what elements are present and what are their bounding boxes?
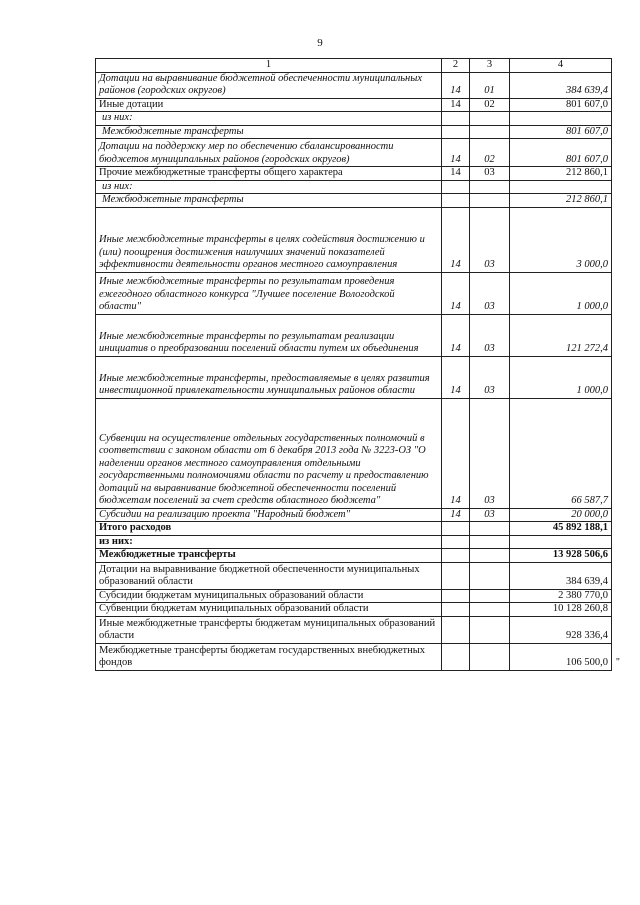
row-name-cell	[96, 194, 442, 208]
row-name-cell-text: Межбюджетные трансферты бюджетам государственных внебюджетных фондов	[99, 644, 426, 668]
row-code-cell	[442, 522, 470, 536]
row-code-cell-text: 14	[450, 153, 461, 165]
row-amount-cell-text: 45 892 188,1	[552, 522, 608, 533]
row-amount-cell	[510, 562, 612, 589]
row-amount-cell-text: 801 607,0	[566, 153, 608, 165]
row-subcode-cell	[470, 535, 510, 549]
row-amount-cell-text: 13 928 506,6	[552, 549, 608, 560]
row-name-cell-text: Итого расходов	[99, 522, 172, 533]
row-amount-cell	[510, 112, 612, 126]
row-code-cell	[442, 98, 470, 112]
row-name-cell-text: из них:	[102, 112, 133, 123]
row-name-cell	[96, 603, 442, 617]
row-name-cell-text: Субвенции бюджетам муниципальных образований области	[99, 603, 369, 614]
table-row	[96, 207, 612, 272]
row-code-cell-text: 14	[450, 98, 461, 110]
row-name-cell-text: из них:	[102, 180, 133, 192]
table-row	[96, 98, 612, 112]
row-subcode-cell-text: 03	[484, 495, 495, 506]
table-row	[96, 535, 612, 549]
row-code-cell	[442, 603, 470, 617]
table-row	[96, 314, 612, 356]
row-code-cell-text: 14	[450, 85, 461, 96]
row-name-cell-text: Межбюджетные трансферты	[102, 125, 244, 137]
row-amount-cell	[510, 272, 612, 314]
table-row	[96, 616, 612, 643]
row-code-cell	[442, 535, 470, 549]
table-row	[96, 125, 612, 139]
closing-quote-mark: "	[615, 657, 620, 668]
row-name-cell	[96, 643, 442, 670]
row-code-cell-text: 14	[450, 495, 461, 506]
row-name-cell	[96, 616, 442, 643]
row-subcode-cell	[470, 207, 510, 272]
row-subcode-cell	[470, 72, 510, 98]
row-name-cell	[96, 272, 442, 314]
row-code-cell	[442, 112, 470, 126]
row-amount-cell	[510, 589, 612, 603]
row-subcode-cell-text: 03	[484, 167, 495, 178]
row-subcode-cell	[470, 562, 510, 589]
row-subcode-cell-text: 02	[484, 98, 495, 110]
row-subcode-cell	[470, 167, 510, 181]
row-code-cell	[442, 643, 470, 670]
row-name-cell	[96, 562, 442, 589]
row-amount-cell-text: 10 128 260,8	[552, 603, 608, 614]
row-name-cell-text: Субсидии бюджетам муниципальных образований области	[99, 589, 364, 601]
row-subcode-cell-text: 03	[484, 385, 495, 396]
row-subcode-cell-text: 03	[484, 259, 495, 270]
row-subcode-cell	[470, 98, 510, 112]
row-name-cell-text: Дотации на выравнивание бюджетной обеспеченности муниципальных районов (городских округов)	[99, 72, 423, 96]
row-name-cell-text: Межбюджетные трансферты	[102, 194, 244, 205]
row-amount-cell-text: 106 500,0	[566, 657, 608, 668]
table-row	[96, 522, 612, 536]
row-subcode-cell	[470, 314, 510, 356]
row-amount-cell	[510, 180, 612, 194]
row-amount-cell-text: 121 272,4	[566, 343, 608, 354]
row-name-cell	[96, 356, 442, 398]
row-amount-cell	[510, 508, 612, 522]
row-amount-cell-text: 212 860,1	[566, 167, 608, 178]
row-code-cell	[442, 508, 470, 522]
row-code-cell-text: 14	[450, 167, 461, 178]
row-name-cell-text: Иные межбюджетные трансферты, предоставляемые в целях развития инвестиционной привлекательности муниципальных районов области	[99, 372, 430, 396]
table-row	[96, 603, 612, 617]
table-row	[96, 72, 612, 98]
row-name-cell	[96, 314, 442, 356]
row-code-cell	[442, 180, 470, 194]
row-code-cell	[442, 589, 470, 603]
row-amount-cell	[510, 398, 612, 508]
row-subcode-cell	[470, 194, 510, 208]
row-name-cell-text: Прочие межбюджетные трансферты общего характера	[99, 167, 343, 178]
table-row	[96, 194, 612, 208]
row-name-cell	[96, 139, 442, 167]
row-code-cell	[442, 616, 470, 643]
row-amount-cell	[510, 72, 612, 98]
row-code-cell-text: 14	[450, 259, 461, 270]
table-row	[96, 549, 612, 563]
row-name-cell-text: Иные межбюджетные трансферты по результатам проведения ежегодного областного конкурса "Лучшее поселение Вологодской области"	[99, 276, 395, 312]
row-amount-cell	[510, 549, 612, 563]
row-code-cell	[442, 207, 470, 272]
row-amount-cell-text: 66 587,7	[571, 495, 608, 506]
row-subcode-cell-text: 03	[484, 508, 495, 520]
table-row	[96, 508, 612, 522]
row-name-cell	[96, 207, 442, 272]
row-amount-cell	[510, 207, 612, 272]
row-subcode-cell-text: 03	[484, 301, 495, 312]
row-name-cell-text: Иные дотации	[99, 98, 164, 110]
row-amount-cell	[510, 522, 612, 536]
table-row	[96, 167, 612, 181]
row-amount-cell-text: 1 000,0	[576, 301, 608, 312]
row-amount-cell-text: 3 000,0	[576, 259, 608, 270]
row-name-cell	[96, 549, 442, 563]
header-col-3: 3	[470, 59, 510, 73]
row-subcode-cell-text: 03	[484, 343, 495, 354]
table-row	[96, 112, 612, 126]
row-amount-cell	[510, 167, 612, 181]
table-row	[96, 356, 612, 398]
row-name-cell-text: Субсидии на реализацию проекта "Народный бюджет"	[99, 508, 350, 520]
table-row	[96, 562, 612, 589]
row-code-cell	[442, 398, 470, 508]
row-name-cell	[96, 589, 442, 603]
row-name-cell	[96, 522, 442, 536]
table-row	[96, 180, 612, 194]
row-amount-cell	[510, 535, 612, 549]
row-subcode-cell	[470, 112, 510, 126]
row-amount-cell-text: 928 336,4	[566, 630, 608, 641]
row-name-cell	[96, 72, 442, 98]
row-name-cell-text: Иные межбюджетные трансферты бюджетам муниципальных образований области	[99, 617, 436, 641]
row-name-cell	[96, 98, 442, 112]
row-amount-cell	[510, 314, 612, 356]
row-subcode-cell	[470, 589, 510, 603]
row-subcode-cell	[470, 616, 510, 643]
row-subcode-cell	[470, 125, 510, 139]
row-amount-cell	[510, 98, 612, 112]
row-amount-cell-text: 384 639,4	[566, 576, 608, 587]
row-amount-cell-text: 1 000,0	[576, 385, 608, 396]
row-subcode-cell	[470, 603, 510, 617]
row-name-cell	[96, 535, 442, 549]
row-subcode-cell	[470, 398, 510, 508]
row-amount-cell	[510, 616, 612, 643]
row-subcode-cell-text: 02	[484, 153, 495, 165]
row-name-cell	[96, 167, 442, 181]
row-amount-cell-text: 2 380 770,0	[558, 589, 608, 601]
row-name-cell-text: Межбюджетные трансферты	[99, 549, 236, 560]
header-col-4: 4	[510, 59, 612, 73]
row-name-cell	[96, 112, 442, 126]
row-name-cell	[96, 508, 442, 522]
row-amount-cell-text: 801 607,0	[566, 125, 608, 137]
row-code-cell-text: 14	[450, 508, 461, 520]
row-subcode-cell	[470, 549, 510, 563]
row-amount-cell	[510, 139, 612, 167]
row-code-cell	[442, 72, 470, 98]
row-name-cell	[96, 180, 442, 194]
row-name-cell-text: Иные межбюджетные трансферты по результатам реализации инициатив о преобразовании поселений области путем их объединения	[99, 330, 419, 354]
row-subcode-cell	[470, 356, 510, 398]
row-code-cell-text: 14	[450, 301, 461, 312]
table-row	[96, 272, 612, 314]
row-name-cell	[96, 125, 442, 139]
row-subcode-cell	[470, 508, 510, 522]
header-col-2: 2	[442, 59, 470, 73]
row-amount-cell	[510, 194, 612, 208]
row-subcode-cell	[470, 180, 510, 194]
row-amount-cell	[510, 643, 620, 670]
row-name-cell-text: Дотации на выравнивание бюджетной обеспеченности муниципальных образований области	[99, 563, 420, 587]
table-row	[96, 398, 612, 508]
row-amount-cell	[510, 125, 612, 139]
row-code-cell	[442, 139, 470, 167]
row-amount-cell-text: 20 000,0	[571, 508, 608, 520]
header-col-1: 1	[96, 59, 442, 73]
row-name-cell-text: Дотации на поддержку мер по обеспечению сбалансированности бюджетов муниципальных районов (городских округов)	[99, 141, 394, 165]
row-subcode-cell	[470, 643, 510, 670]
row-code-cell	[442, 272, 470, 314]
row-code-cell	[442, 356, 470, 398]
row-amount-cell	[510, 356, 612, 398]
row-subcode-cell	[470, 522, 510, 536]
row-code-cell	[442, 562, 470, 589]
row-code-cell-text: 14	[450, 385, 461, 396]
table-row	[96, 643, 612, 670]
row-name-cell-text: из них:	[99, 535, 133, 547]
row-name-cell	[96, 398, 442, 508]
page-number: 9	[317, 37, 323, 49]
row-amount-cell-text: 801 607,0	[566, 98, 608, 110]
row-code-cell	[442, 194, 470, 208]
budget-table	[95, 58, 620, 671]
row-amount-cell-text: 384 639,4	[566, 85, 608, 96]
row-name-cell-text: Иные межбюджетные трансферты в целях содействия достижению и (или) поощрения достижения наилучших значений показателей эффективности деятельности органов местного самоуправления	[99, 234, 425, 270]
row-subcode-cell	[470, 139, 510, 167]
row-amount-cell-text: 212 860,1	[566, 194, 608, 205]
row-subcode-cell-text: 01	[484, 85, 495, 96]
table-row	[96, 589, 612, 603]
table-row	[96, 139, 612, 167]
row-code-cell	[442, 314, 470, 356]
row-code-cell	[442, 167, 470, 181]
table-header-row	[96, 59, 612, 73]
row-code-cell	[442, 549, 470, 563]
row-amount-cell	[510, 603, 612, 617]
row-code-cell-text: 14	[450, 343, 461, 354]
row-name-cell-text: Субвенции на осуществление отдельных государственных полномочий в соответствии с законом области от 6 декабря 2013 года № 3223-ОЗ "О наделении органов местного самоуправления отдельными государственными полномочиями области по расчету и предоставлению дотаций на выравнивание бюджетной обеспеченности поселений бюджетам поселений за счет средств областного бюджета"	[99, 432, 429, 506]
row-code-cell	[442, 125, 470, 139]
row-subcode-cell	[470, 272, 510, 314]
